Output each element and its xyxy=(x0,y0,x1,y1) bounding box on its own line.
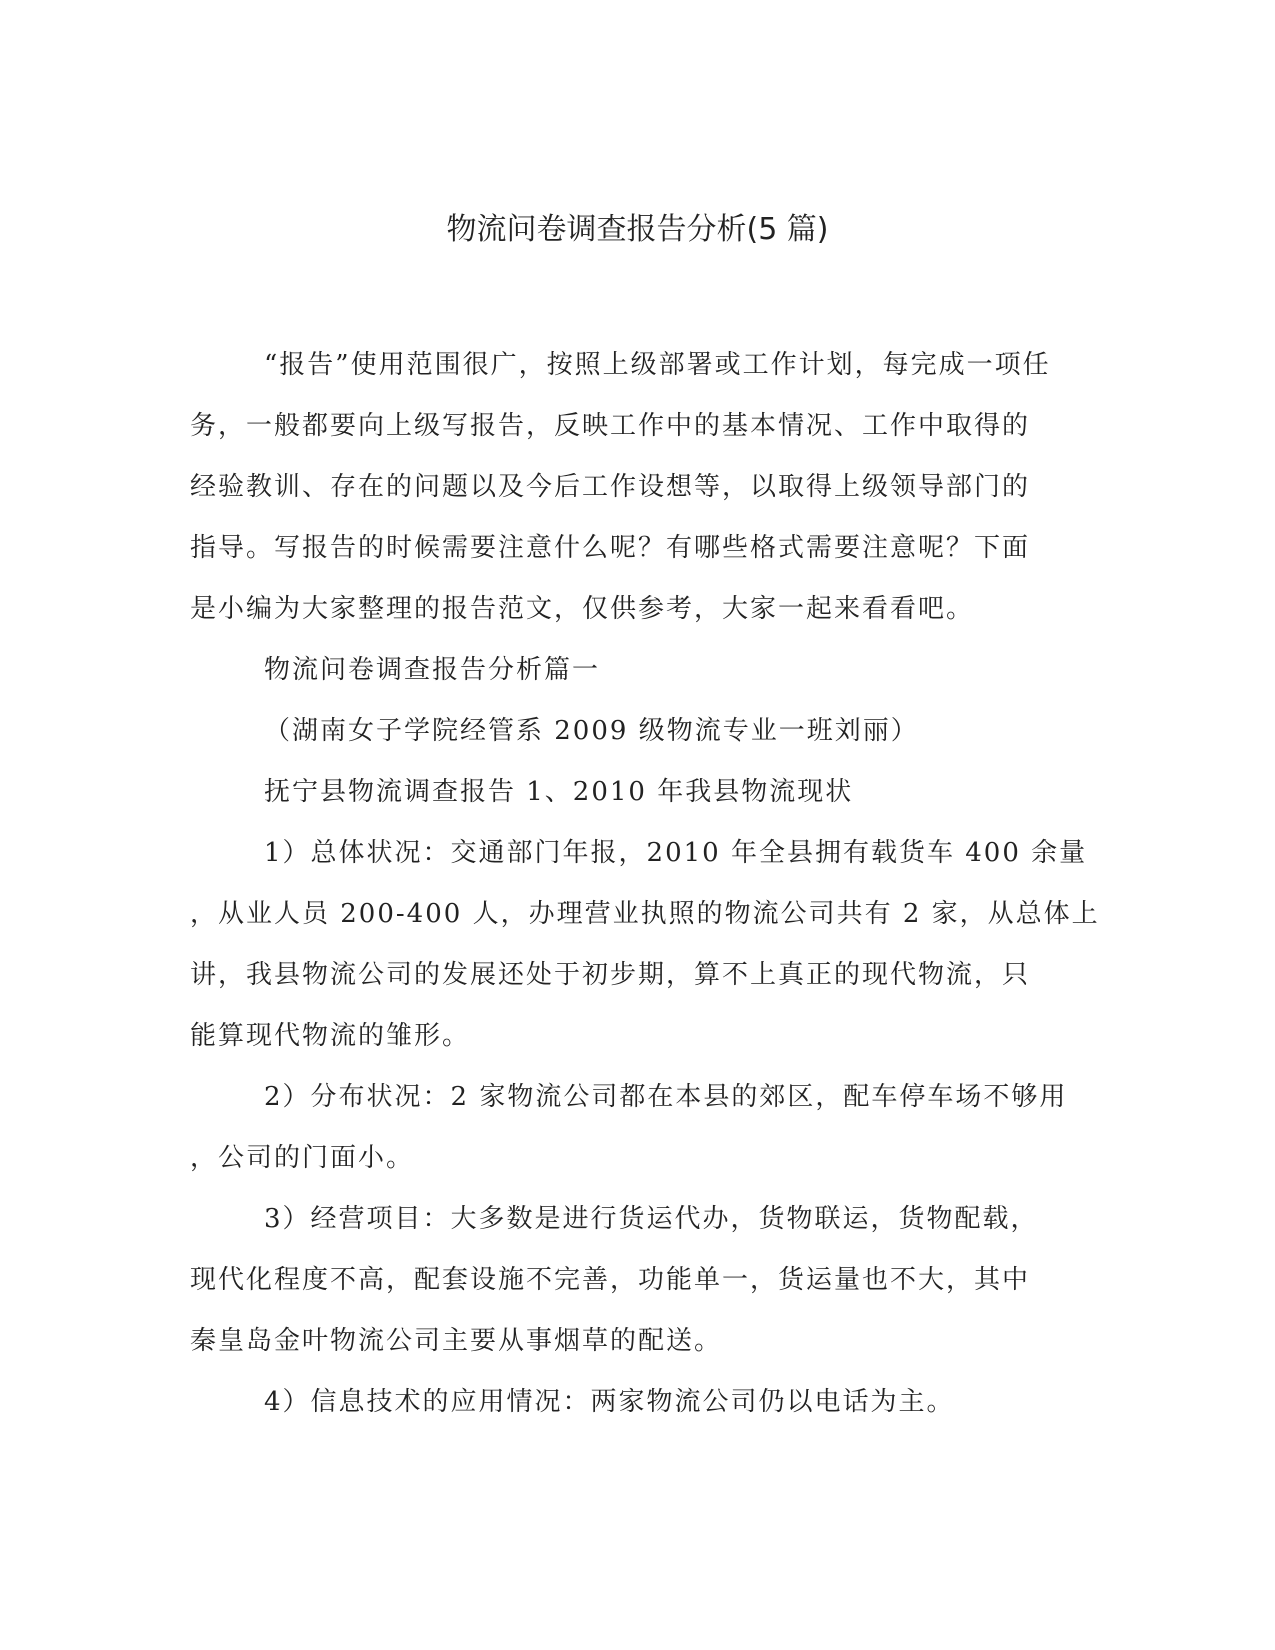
item-1-line: 1）总体状况：交通部门年报，2010 年全县拥有载货车 400 余量 xyxy=(264,838,1088,868)
item-3-paragraph xyxy=(190,1189,1090,1372)
item-3-line: 现代化程度不高，配套设施不完善，功能单一，货运量也不大，其中 xyxy=(190,1265,1031,1295)
item-1-line: 能算现代物流的雏形。 xyxy=(190,1021,471,1051)
item-4-line: 4）信息技术的应用情况：两家物流公司仍以电话为主。 xyxy=(264,1387,955,1417)
intro-paragraph xyxy=(190,335,1090,640)
item-1-line: ，从业人员 200-400 人，办理营业执照的物流公司共有 2 家，从总体上 xyxy=(190,899,1100,929)
item-3-line: 秦皇岛金叶物流公司主要从事烟草的配送。 xyxy=(190,1326,723,1356)
item-1-line: 讲，我县物流公司的发展还处于初步期，算不上真正的现代物流，只 xyxy=(190,960,1031,990)
item-2-paragraph xyxy=(190,1067,1090,1189)
intro-line: “报告”使用范围很广，按照上级部署或工作计划，每完成一项任 xyxy=(264,350,1051,380)
section-heading: 物流问卷调查报告分析篇一 xyxy=(264,655,601,685)
document-body xyxy=(190,335,1100,1433)
item-1-paragraph xyxy=(190,823,1100,1067)
intro-line: 指导。写报告的时候需要注意什么呢？有哪些格式需要注意呢？下面 xyxy=(190,533,1031,563)
intro-line: 务，一般都要向上级写报告，反映工作中的基本情况、工作中取得的 xyxy=(190,411,1031,441)
document-title: 物流问卷调查报告分析(5 篇) xyxy=(446,212,829,247)
item-2-line: ，公司的门面小。 xyxy=(190,1143,415,1173)
item-2-line: 2）分布状况：2 家物流公司都在本县的郊区，配车停车场不够用 xyxy=(264,1082,1068,1112)
item-3-line: 3）经营项目：大多数是进行货运代办，货物联运，货物配载， xyxy=(264,1204,1039,1234)
subtitle-line: 抚宁县物流调查报告 1、2010 年我县物流现状 xyxy=(264,777,854,807)
intro-line: 是小编为大家整理的报告范文，仅供参考，大家一起来看看吧。 xyxy=(190,594,975,624)
intro-line: 经验教训、存在的问题以及今后工作设想等，以取得上级领导部门的 xyxy=(190,472,1031,502)
author-line: （湖南女子学院经管系 2009 级物流专业一班刘丽） xyxy=(264,716,919,746)
